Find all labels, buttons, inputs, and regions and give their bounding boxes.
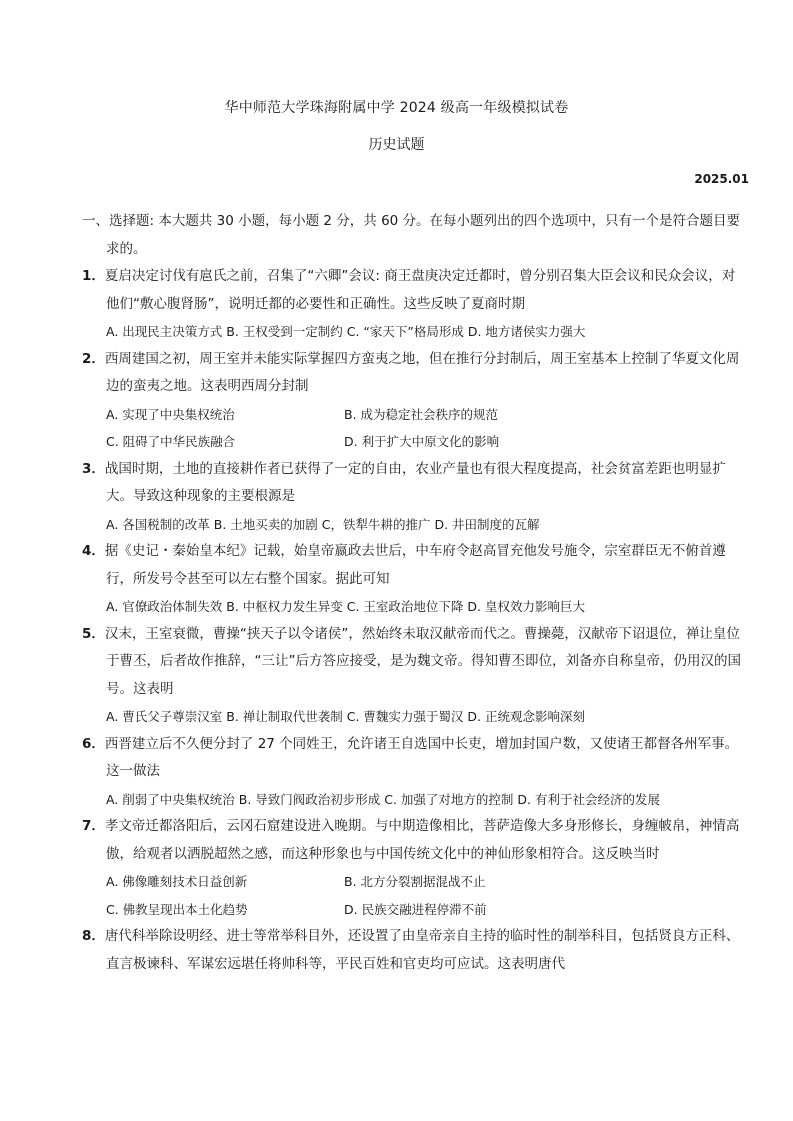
option-c: C. 阻碍了中华民族融合: [106, 434, 236, 449]
question-5: [82, 621, 742, 704]
question-stem: 汉末，王室衰微，曹操“挟天子以令诸侯”，然始终未取汉献帝而代之。曹操薨，汉献帝下诏退位，禅让皇位于曹丕，后者故作推辞，“三让”后方答应接受，是为魏文帝。得知曹丕即位，刘备亦自称皇帝，仍用汉的国号。这表明: [104, 625, 741, 697]
question-1-options: A. 出现民主决策方式 B. 王权受到一定制约 C. “家天下”格局形成 D. 地方诸侯实力强大: [106, 324, 586, 339]
exam-date: 2025.01: [694, 172, 749, 186]
question-6-options: A. 削弱了中央集权统治 B. 导致门阀政治初步形成 C. 加强了对地方的控制 D. 有利于社会经济的发展: [106, 791, 660, 807]
question-stem: 据《史记・秦始皇本纪》记载，始皇帝嬴政去世后，中车府令赵高冒充他发号施令，宗室群臣无不俯首遵行，所发号令甚至可以左右整个国家。据此可知: [104, 543, 726, 587]
question-4-options: A. 官僚政治体制失效 B. 中枢权力发生异变 C. 王室政治地位下降 D. 皇权效力影响巨大: [106, 599, 585, 614]
question-stem: 唐代科举除设明经、进士等常举科目外，还设置了由皇帝亲自主持的临时性的制举科目，包括贤良方正科、直言极谏科、军谋宏远堪任将帅科等，平民百姓和官吏均可应试。这表明唐代: [104, 928, 740, 972]
question-8: [82, 923, 742, 978]
question-number: 7．: [82, 818, 105, 834]
question-number: 6．: [82, 735, 105, 752]
exam-title: 华中师范大学珠海附属中学 2024 级高一年级模拟试卷: [224, 100, 569, 116]
question-7: [82, 813, 742, 868]
question-stem: 孝文帝迁都洛阳后，云冈石窟建设进入晚期。与中期造像相比，菩萨造像大多身形修长，身缠帔帛，神情高傲，给观者以洒脱超然之感，而这种形象也与中国传统文化中的神仙形象相符合。这反映当时: [104, 818, 740, 862]
option-a: A. 佛像雕刻技术日益创新: [106, 874, 248, 889]
question-3: [82, 456, 742, 511]
option-c: C. 佛教呈现出本土化趋势: [106, 901, 248, 917]
question-4: [82, 538, 742, 593]
question-number: 5．: [82, 625, 105, 642]
exam-content: [82, 208, 742, 978]
question-number: 8．: [82, 928, 105, 944]
option-b: B. 成为稳定社会秩序的规范: [344, 406, 499, 422]
question-5-options: A. 曹氏父子尊崇汉室 B. 禅让制取代世袭制 C. 曹魏实力强于蜀汉 D. 正统观念影响深刻: [106, 709, 585, 724]
question-stem: 战国时期，土地的直接耕作者已获得了一定的自由，农业产量也有很大程度提高，社会贫富差距也明显扩大。导致这种现象的主要根源是: [104, 460, 726, 504]
question-3-options: A. 各国税制的改革 B. 土地买卖的加剧 C，铁犁牛耕的推广 D. 井田制度的瓦解: [106, 516, 540, 532]
option-d: D. 利于扩大中原文化的影响: [344, 434, 500, 449]
question-number: 4．: [82, 543, 105, 559]
option-d: D. 民族交融进程停滞不前: [344, 901, 487, 917]
question-6: [82, 731, 742, 786]
question-stem: 西周建国之初，周王室并未能实际掌握四方蛮夷之地，但在推行分封制后，周王室基本上控制了华夏文化周边的蛮夷之地。这表明西周分封制: [104, 350, 740, 394]
question-stem: 西晋建立后不久便分封了 27 个同姓王，允许诸王自选国中长吏，增加封国户数，又使诸王都督各州军事。这一做法: [104, 735, 739, 779]
question-7-options: [82, 868, 742, 923]
question-number: 2．: [82, 350, 105, 367]
question-number: 1．: [82, 268, 105, 284]
option-b: B. 北方分裂割据混战不止: [344, 874, 486, 889]
section-heading: 一、选择题: 本大题共 30 小题，每小题 2 分，共 60 分。在每小题列出的四个选项中，只有一个是符合题目要求的。: [82, 213, 741, 257]
question-2: [82, 346, 742, 401]
option-a: A. 实现了中央集权统治: [106, 406, 235, 422]
question-1: [82, 263, 742, 318]
question-2-options: [82, 401, 742, 456]
exam-subtitle: 历史试题: [368, 137, 425, 153]
question-number: 3．: [82, 460, 105, 477]
question-stem: 夏启决定讨伐有扈氏之前，召集了“六卿”会议: 商王盘庚决定迁都时，曾分别召集大臣会议和民众会议，对他们“敷心腹肾肠”，说明迁都的必要性和正确性。这些反映了夏商时期: [104, 268, 736, 312]
